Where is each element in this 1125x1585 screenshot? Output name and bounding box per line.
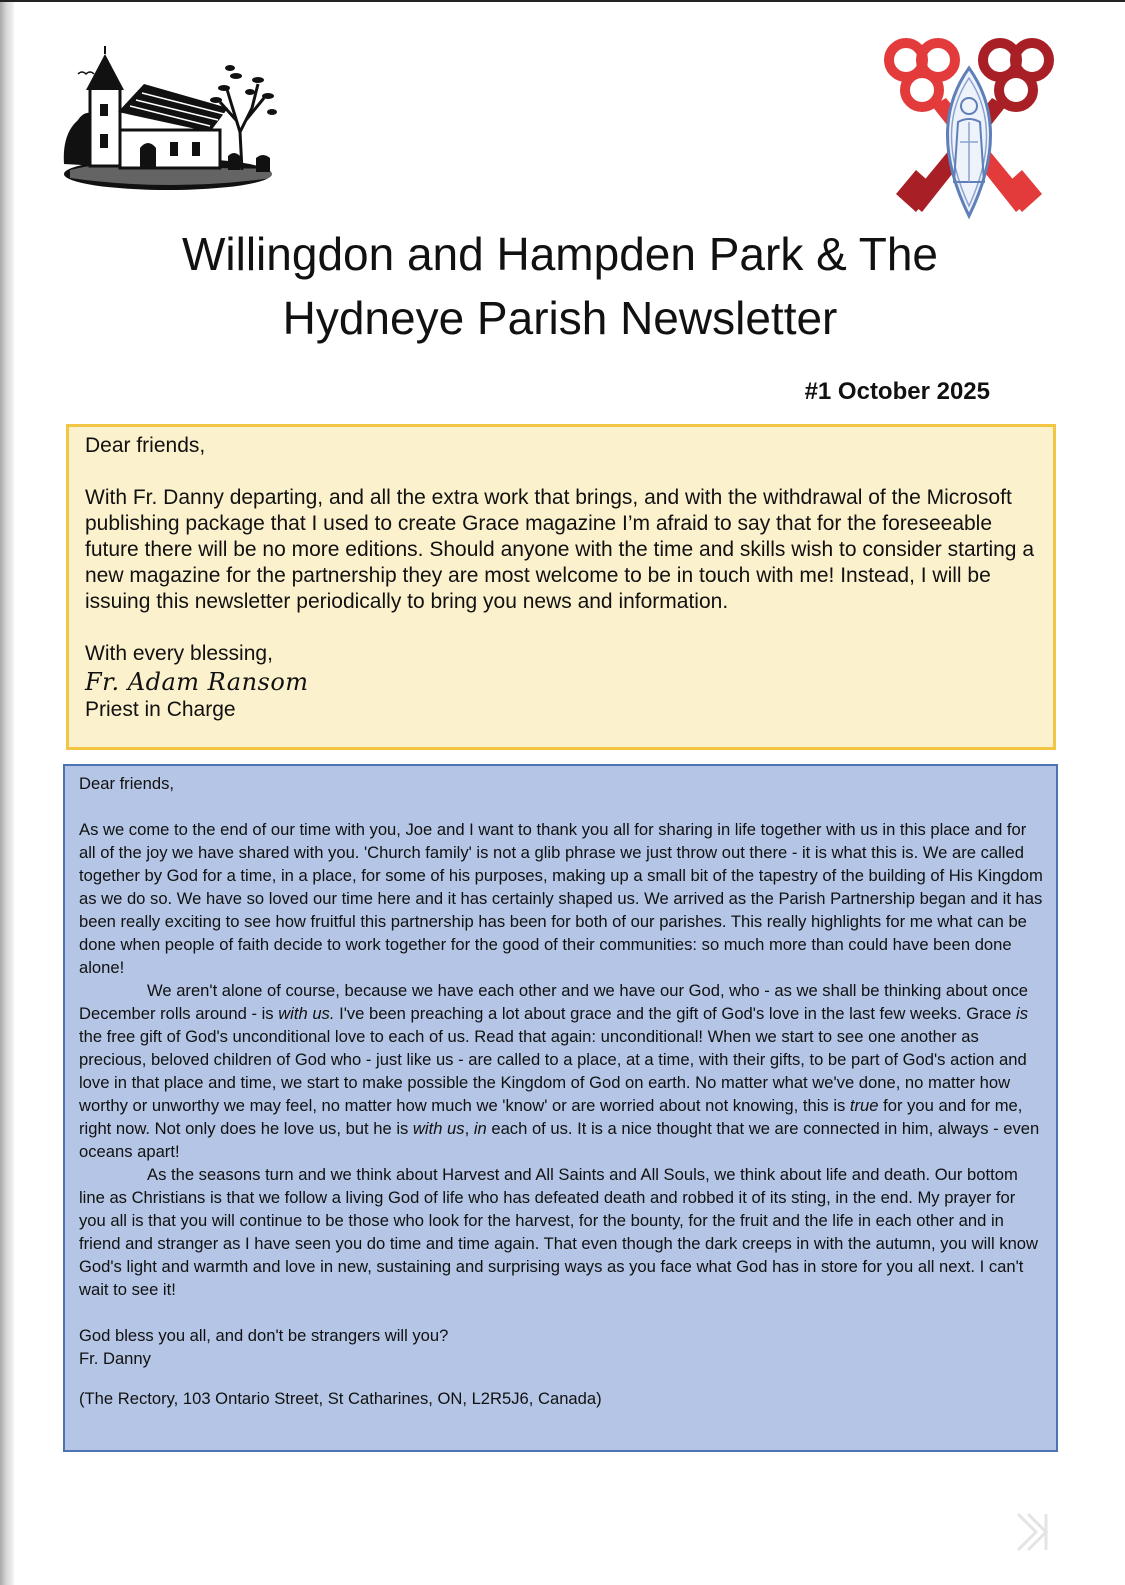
crossed-keys-crest-icon xyxy=(880,32,1058,222)
title-line-2: Hydneye Parish Newsletter xyxy=(282,292,838,344)
danny-p2-text-b: I've been preaching a lot about grace and the gift of God's love in the last few weeks. Grace xyxy=(334,1004,1017,1023)
danny-p2-text-c: the free gift of God's unconditional love to each of us. Read that again: unconditional! When we start to see one another as precious, beloved children of God who - just like us - are called to a place, at a time, with their gifts, to be part of God's action and love in that place and time, we start to make possible the Kingdom of God on earth. No matter what we've done, no matter how worthy or unworthy we may feel, no matter how much we 'know' or are worried about not knowing, this is xyxy=(79,1027,1027,1115)
priest-signature: Fr. Adam Ransom xyxy=(85,668,309,696)
priest-role: Priest in Charge xyxy=(85,698,236,721)
danny-p2-emphasis-with-us: with us. xyxy=(278,1004,335,1023)
priest-letter-body: With Fr. Danny departing, and all the extra work that brings, and with the withdrawal of the Microsoft publishing package that I used to create Grace magazine I’m afraid to say that for the foreseeable future there will be no more editions. Should anyone with the time and skills wish to consider starting a new magazine for the partnership they are most welcome to be in touch with me! Instead, I will be issuing this newsletter periodically to bring you news and information. xyxy=(85,486,1034,613)
page-edge-shadow xyxy=(0,0,14,1585)
danny-paragraph-1: As we come to the end of our time with you, Joe and I want to thank you all for sharing in life together with us in this place and for all of the joy we have shared with you. 'Church family' is not a glib phrase we just throw out there - it is what this is. We are called together by God for a time, in a place, for some of his purposes, making up a small bit of the tapestry of the building of His Kingdom as we do so. We have so loved our time here and it has certainly shaped us. We arrived as the Parish Partnership began and it has been really exciting to see how fruitful this partnership has been for both of our parishes. This really highlights for me what can be done when people of faith decide to work together for the good of their communities: so much more than could have been done alone! xyxy=(79,820,1043,977)
danny-paragraph-3: As the seasons turn and we think about Harvest and All Saints and All Souls, we think about life and death. Our bottom line as Christians is that we follow a living God of life who has defeated death and robbed it of its sting, in the end. My prayer for you all is that you will continue to be those who look for the harvest, for the bounty, for the fruit and the life in each other and in friend and stranger as I have seen you do time and time again. That even though the dark creeps in with the autumn, you will know God's light and warmth and love in new, sustaining and surprising ways as you face what God has in store for you all next. I can't wait to see it! xyxy=(79,1165,1039,1299)
danny-p2-text-e: , xyxy=(464,1119,474,1138)
danny-p2-text-d: for you and for me, right now. Not only does he love us, but he is xyxy=(79,1096,1023,1138)
app-watermark-icon xyxy=(1014,1510,1056,1554)
newsletter-title xyxy=(140,222,980,350)
church-woodcut-icon xyxy=(60,46,278,196)
priest-letter-closing: With every blessing, xyxy=(85,642,273,665)
danny-p2-emphasis-with-us-2: with us xyxy=(412,1119,465,1138)
danny-paragraph-2 xyxy=(79,979,1044,1163)
danny-signature: Fr. Danny xyxy=(79,1349,151,1368)
danny-letter-greeting: Dear friends, xyxy=(79,774,174,793)
priest-letter-box xyxy=(66,424,1056,750)
priest-letter-greeting: Dear friends, xyxy=(85,434,206,457)
danny-p2-text-a: We aren't alone of course, because we have each other and we have our God, who - as we shall be thinking about once December rolls around - is xyxy=(79,981,1029,1023)
danny-p2-text-f: each of us. It is a nice thought that we are connected in him, always - even oceans apart! xyxy=(79,1119,1040,1161)
issue-label: #1 October 2025 xyxy=(804,378,990,405)
danny-p2-emphasis-true: true xyxy=(849,1096,879,1115)
danny-letter-box xyxy=(63,764,1058,1452)
danny-p2-emphasis-in: in xyxy=(473,1119,487,1138)
danny-p2-emphasis-is: is xyxy=(1016,1004,1029,1023)
danny-address: (The Rectory, 103 Ontario Street, St Catharines, ON, L2R5J6, Canada) xyxy=(79,1389,602,1408)
danny-closing: God bless you all, and don't be strangers will you? xyxy=(79,1326,449,1345)
title-line-1: Willingdon and Hampden Park & The xyxy=(181,228,938,280)
top-border xyxy=(0,0,1125,2)
